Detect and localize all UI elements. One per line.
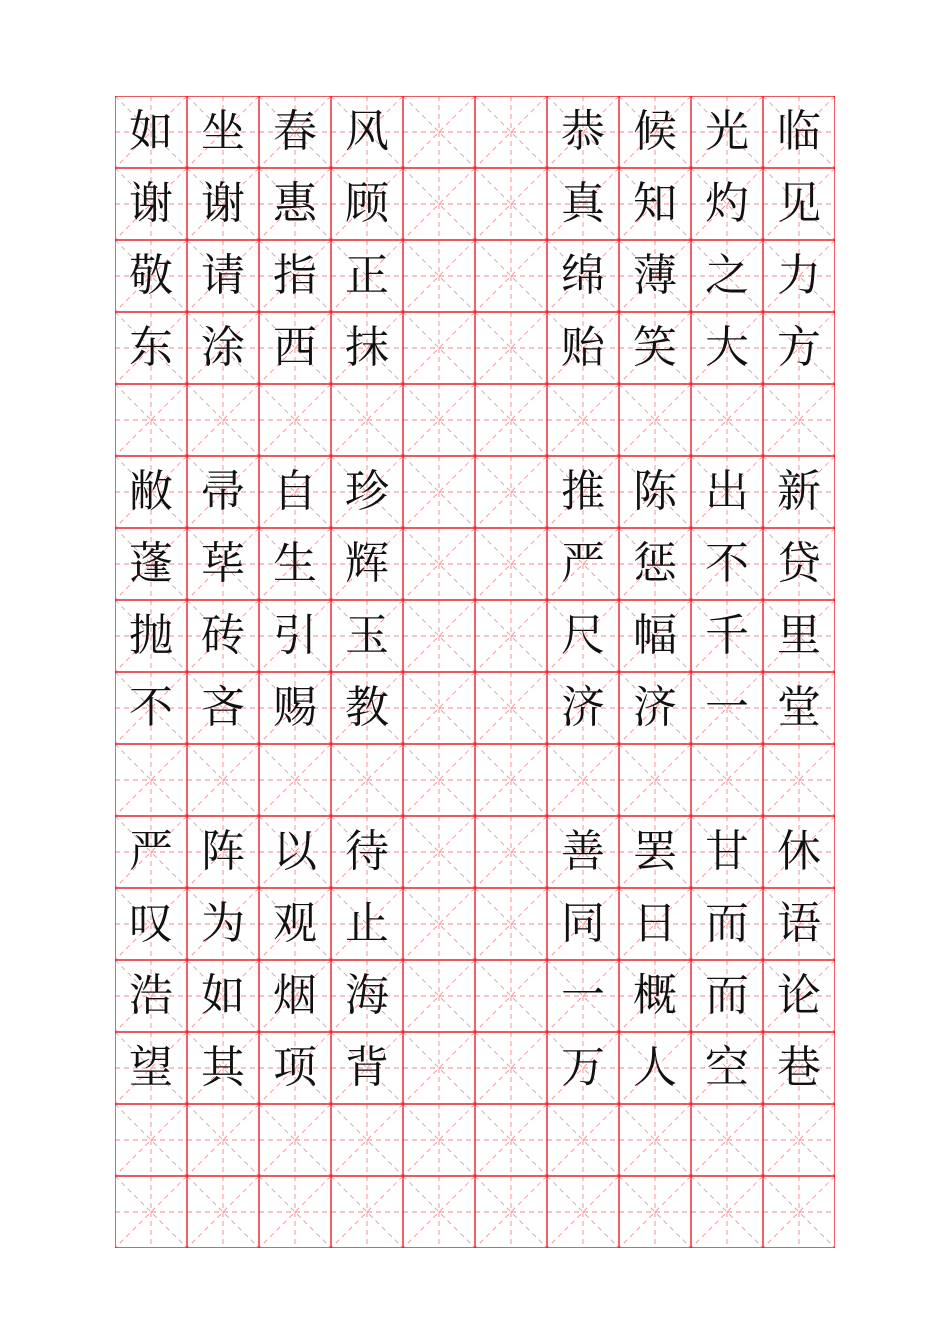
character-cell: 恭	[561, 106, 605, 157]
character-cell: 蓬	[129, 538, 173, 589]
character-cell: 玉	[345, 610, 389, 661]
character-cell: 巷	[777, 1042, 821, 1093]
character-cell: 教	[345, 682, 389, 733]
character-cell: 项	[273, 1042, 317, 1093]
character-cell: 方	[777, 322, 821, 373]
character-cell: 大	[705, 322, 749, 373]
character-cell: 坐	[201, 106, 245, 157]
character-cell: 赐	[273, 682, 317, 733]
character-cell: 而	[705, 898, 749, 949]
character-cell: 不	[129, 682, 173, 733]
character-cell: 背	[345, 1042, 389, 1093]
character-cell: 止	[345, 898, 389, 949]
character-cell: 请	[201, 250, 245, 301]
character-cell: 如	[201, 970, 245, 1021]
character-cell: 风	[345, 106, 389, 157]
character-cell: 严	[129, 826, 173, 877]
character-cell: 敝	[129, 466, 173, 517]
character-cell: 堂	[777, 682, 821, 733]
character-cell: 顾	[345, 178, 389, 229]
character-cell: 尺	[561, 610, 605, 661]
character-cell: 叹	[129, 898, 173, 949]
character-cell: 自	[273, 466, 317, 517]
character-cell: 抹	[345, 322, 389, 373]
character-cell: 谢	[129, 178, 173, 229]
character-cell: 观	[273, 898, 317, 949]
character-cell: 一	[561, 970, 605, 1021]
character-cell: 薄	[633, 250, 677, 301]
character-cell: 待	[345, 826, 389, 877]
character-cell: 严	[561, 538, 605, 589]
character-cell: 笑	[633, 322, 677, 373]
character-cell: 而	[705, 970, 749, 1021]
character-cell: 生	[273, 538, 317, 589]
character-cell: 万	[561, 1042, 605, 1093]
character-cell: 荜	[201, 538, 245, 589]
character-cell: 见	[777, 178, 821, 229]
character-cell: 东	[129, 322, 173, 373]
character-cell: 里	[777, 610, 821, 661]
character-cell: 正	[345, 250, 389, 301]
character-cell: 海	[345, 970, 389, 1021]
character-cell: 候	[633, 106, 677, 157]
character-cell: 珍	[345, 466, 389, 517]
character-cell: 同	[561, 898, 605, 949]
character-cell: 空	[705, 1042, 749, 1093]
character-cell: 休	[777, 826, 821, 877]
character-cell: 砖	[201, 610, 245, 661]
character-cell: 陈	[633, 466, 677, 517]
character-cell: 帚	[201, 466, 245, 517]
character-cell: 力	[777, 250, 821, 301]
character-cell: 谢	[201, 178, 245, 229]
character-cell: 知	[633, 178, 677, 229]
character-cell: 善	[561, 826, 605, 877]
character-cell: 光	[705, 106, 749, 157]
character-cell: 惠	[273, 178, 317, 229]
character-cell: 日	[633, 898, 677, 949]
character-cell: 为	[201, 898, 245, 949]
character-cell: 一	[705, 682, 749, 733]
character-cell: 之	[705, 250, 749, 301]
mi-grid-sheet	[115, 96, 835, 1248]
character-cell: 推	[561, 466, 605, 517]
character-cell: 浩	[129, 970, 173, 1021]
character-cell: 春	[273, 106, 317, 157]
character-cell: 新	[777, 466, 821, 517]
character-cell: 不	[705, 538, 749, 589]
character-cell: 济	[633, 682, 677, 733]
character-cell: 概	[633, 970, 677, 1021]
character-cell: 幅	[633, 610, 677, 661]
character-cell: 人	[633, 1042, 677, 1093]
character-cell: 灼	[705, 178, 749, 229]
character-cell: 涂	[201, 322, 245, 373]
character-cell: 绵	[561, 250, 605, 301]
character-cell: 惩	[633, 538, 677, 589]
character-cell: 如	[129, 106, 173, 157]
character-cell: 吝	[201, 682, 245, 733]
character-cell: 以	[273, 826, 317, 877]
character-cell: 其	[201, 1042, 245, 1093]
character-cell: 语	[777, 898, 821, 949]
character-cell: 贷	[777, 538, 821, 589]
character-cell: 指	[273, 250, 317, 301]
character-cell: 千	[705, 610, 749, 661]
character-cell: 罢	[633, 826, 677, 877]
character-cell: 临	[777, 106, 821, 157]
character-cell: 甘	[705, 826, 749, 877]
character-cell: 出	[705, 466, 749, 517]
character-cell: 贻	[561, 322, 605, 373]
character-cell: 真	[561, 178, 605, 229]
character-cell: 抛	[129, 610, 173, 661]
character-cell: 阵	[201, 826, 245, 877]
character-cell: 辉	[345, 538, 389, 589]
character-cell: 烟	[273, 970, 317, 1021]
character-cell: 望	[129, 1042, 173, 1093]
character-cell: 西	[273, 322, 317, 373]
character-cell: 敬	[129, 250, 173, 301]
character-cell: 引	[273, 610, 317, 661]
character-cell: 论	[777, 970, 821, 1021]
character-cell: 济	[561, 682, 605, 733]
